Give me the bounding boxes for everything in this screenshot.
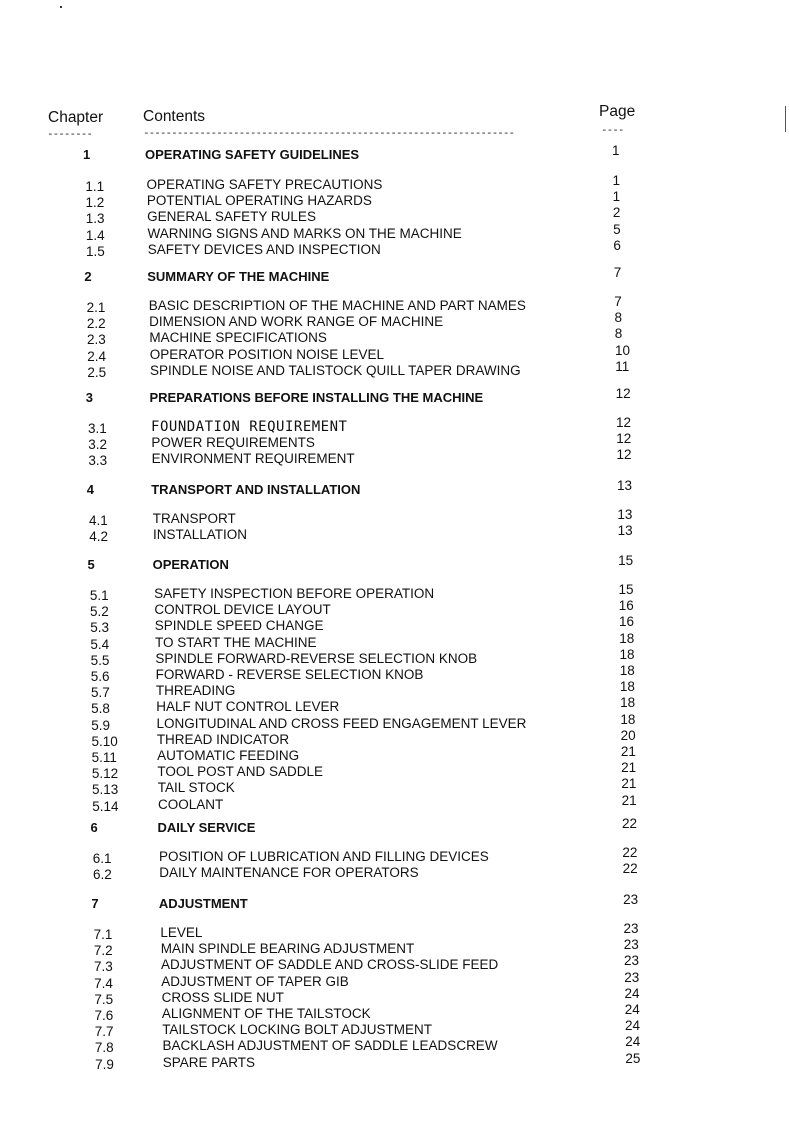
- section-title: FOUNDATION REQUIREMENT: [151, 419, 348, 435]
- section-title: HALF NUT CONTROL LEVER: [156, 699, 340, 715]
- section-page: 22: [622, 861, 638, 877]
- section-number: 5.14: [92, 798, 119, 814]
- section-page: 5: [613, 221, 621, 237]
- section-title: TRANSPORT: [152, 511, 236, 526]
- section-page: 13: [617, 523, 633, 539]
- chapter-page: 13: [616, 478, 632, 493]
- section-number: 1.2: [85, 195, 105, 211]
- section-page: 18: [620, 711, 636, 727]
- section-title: GENERAL SAFETY RULES: [147, 209, 316, 225]
- section-title: SPINDLE NOISE AND TALISTOCK QUILL TAPER DRAWING: [149, 362, 521, 378]
- scan-speck: [60, 6, 62, 8]
- chapter-page: 22: [621, 816, 637, 831]
- chapter-page: 15: [618, 553, 634, 568]
- section-title: COOLANT: [158, 796, 224, 812]
- section-number: 6.1: [92, 851, 112, 866]
- section-number: 7.2: [93, 943, 113, 959]
- section-title: DIMENSION AND WORK RANGE OF MACHINE: [149, 314, 444, 330]
- chapter-title: PREPARATIONS BEFORE INSTALLING THE MACHINE: [149, 390, 484, 405]
- section-number: 1.3: [85, 211, 105, 227]
- section-title: POTENTIAL OPERATING HAZARDS: [146, 193, 372, 209]
- section-page: 10: [614, 342, 630, 358]
- chapter-page: 23: [623, 892, 639, 907]
- contents-header-rule: ------------------------------------------------------------------: [143, 126, 515, 139]
- section-page: 8: [614, 326, 623, 342]
- section-page: 22: [622, 845, 638, 860]
- section-title: TO START THE MACHINE: [155, 634, 317, 650]
- section-title: THREADING: [155, 683, 236, 699]
- page-header-rule: ----: [601, 123, 624, 136]
- section-title: ADJUSTMENT OF SADDLE AND CROSS-SLIDE FEED: [160, 957, 499, 973]
- section-number: 4.2: [89, 529, 108, 545]
- chapter-title: OPERATION: [152, 557, 229, 572]
- section-number: 3.3: [88, 453, 108, 469]
- chapter-number: 5: [87, 557, 95, 572]
- section-number: 2.3: [87, 332, 106, 348]
- section-number: 7.1: [93, 927, 113, 942]
- section-title: CONTROL DEVICE LAYOUT: [154, 602, 331, 618]
- section-page: 18: [619, 630, 635, 646]
- section-number: 5.13: [92, 782, 119, 798]
- section-page: 18: [619, 663, 635, 678]
- section-page: 1: [612, 189, 621, 205]
- section-page: 2: [612, 205, 621, 221]
- section-title: TAILSTOCK LOCKING BOLT ADJUSTMENT: [162, 1022, 432, 1038]
- section-number: 5.8: [91, 701, 110, 717]
- section-number: 5.12: [91, 766, 119, 782]
- section-title: SAFETY DEVICES AND INSPECTION: [147, 241, 381, 257]
- section-number: 2.1: [86, 300, 106, 315]
- section-page: 13: [617, 507, 633, 522]
- section-title: TOOL POST AND SADDLE: [157, 764, 323, 780]
- section-page: 21: [621, 760, 637, 776]
- section-title: TAIL STOCK: [157, 780, 235, 796]
- section-page: 12: [616, 447, 632, 463]
- section-number: 5.7: [90, 685, 110, 701]
- section-number: 7.6: [94, 1008, 114, 1023]
- section-page: 24: [624, 985, 640, 1001]
- chapter-title: ADJUSTMENT: [158, 896, 248, 911]
- section-number: 5.1: [89, 588, 109, 603]
- chapter-page: 12: [615, 386, 631, 401]
- scan-edge-mark: [785, 106, 786, 132]
- section-title: FORWARD - REVERSE SELECTION KNOB: [155, 667, 424, 682]
- section-page: 8: [614, 310, 622, 326]
- section-page: 6: [613, 237, 621, 253]
- section-title: ALIGNMENT OF THE TAILSTOCK: [161, 1006, 371, 1021]
- chapter-page: 1: [612, 143, 620, 158]
- section-page: 18: [619, 646, 635, 662]
- section-title: LONGITUDINAL AND CROSS FEED ENGAGEMENT LEVER: [156, 715, 527, 731]
- section-number: 1.1: [85, 179, 105, 194]
- section-page: 7: [614, 294, 622, 309]
- chapter-title: TRANSPORT AND INSTALLATION: [151, 482, 361, 497]
- section-number: 3.1: [88, 421, 107, 436]
- section-number: 5.10: [91, 733, 118, 749]
- section-title: OPERATOR POSITION NOISE LEVEL: [149, 346, 384, 362]
- section-number: 5.9: [91, 717, 111, 733]
- section-page: 21: [621, 792, 637, 808]
- section-number: 1.5: [86, 243, 105, 259]
- section-page: 20: [620, 727, 636, 743]
- chapter-number: 2: [84, 269, 92, 284]
- section-title: LEVEL: [160, 925, 203, 940]
- contents-column-header: Contents: [143, 108, 206, 125]
- section-title: MAIN SPINDLE BEARING ADJUSTMENT: [160, 941, 415, 957]
- section-number: 6.2: [92, 867, 112, 883]
- section-number: 5.5: [90, 652, 110, 668]
- section-number: 7.9: [95, 1056, 114, 1072]
- section-number: 5.4: [90, 636, 110, 652]
- section-page: 25: [625, 1050, 641, 1066]
- section-title: CROSS SLIDE NUT: [161, 989, 284, 1005]
- section-title: DAILY MAINTENANCE FOR OPERATORS: [159, 865, 419, 881]
- section-page: 24: [625, 1034, 641, 1050]
- chapter-column-header: Chapter: [48, 109, 104, 126]
- chapter-number: 1: [83, 147, 91, 162]
- section-number: 1.4: [85, 227, 105, 243]
- section-number: 7.5: [94, 991, 114, 1007]
- chapter-number: 3: [85, 390, 93, 405]
- section-page: 24: [624, 1018, 640, 1034]
- section-page: 24: [624, 1002, 640, 1017]
- section-number: 2.4: [87, 348, 106, 364]
- section-number: 5.6: [90, 669, 110, 684]
- section-page: 15: [618, 582, 634, 597]
- section-title: AUTOMATIC FEEDING: [157, 748, 300, 763]
- section-number: 7.7: [94, 1024, 114, 1040]
- section-page: 18: [620, 695, 636, 711]
- section-title: BASIC DESCRIPTION OF THE MACHINE AND PART NAMES: [148, 298, 526, 313]
- section-page: 12: [616, 431, 632, 447]
- section-page: 23: [623, 953, 640, 969]
- section-title: OPERATING SAFETY PRECAUTIONS: [146, 177, 383, 192]
- section-title: ADJUSTMENT OF TAPER GIB: [161, 973, 349, 989]
- chapter-page: 7: [613, 265, 622, 280]
- section-title: MACHINE SPECIFICATIONS: [149, 330, 327, 346]
- page-column-header: Page: [599, 103, 636, 120]
- section-title: SPARE PARTS: [162, 1054, 256, 1070]
- section-title: SPINDLE SPEED CHANGE: [154, 618, 324, 634]
- chapter-number: 7: [91, 896, 99, 911]
- chapter-number: 6: [90, 820, 98, 835]
- section-page: 21: [621, 776, 637, 792]
- section-number: 5.3: [90, 620, 109, 636]
- section-number: 7.4: [94, 975, 113, 991]
- section-page: 23: [624, 969, 640, 985]
- chapter-header-rule: --------: [47, 127, 92, 140]
- chapter-title: SUMMARY OF THE MACHINE: [147, 269, 330, 284]
- section-page: 16: [618, 614, 634, 630]
- section-title: BACKLASH ADJUSTMENT OF SADDLE LEADSCREW: [162, 1038, 498, 1054]
- section-title: SAFETY INSPECTION BEFORE OPERATION: [154, 586, 435, 601]
- chapter-title: OPERATING SAFETY GUIDELINES: [145, 147, 360, 162]
- section-page: 23: [623, 921, 639, 936]
- section-title: ENVIRONMENT REQUIREMENT: [151, 451, 355, 467]
- section-title: WARNING SIGNS AND MARKS ON THE MACHINE: [147, 225, 462, 241]
- section-title: SPINDLE FORWARD-REVERSE SELECTION KNOB: [155, 650, 478, 666]
- section-page: 23: [623, 937, 639, 953]
- section-number: 7.8: [94, 1040, 114, 1056]
- section-number: 2.2: [86, 316, 106, 332]
- section-number: 3.2: [88, 437, 107, 453]
- chapter-number: 4: [86, 482, 94, 497]
- section-page: 12: [616, 415, 632, 430]
- section-title: INSTALLATION: [153, 527, 248, 543]
- section-page: 18: [619, 679, 635, 695]
- section-page: 11: [615, 358, 630, 374]
- section-number: 7.3: [93, 959, 113, 975]
- chapter-title: DAILY SERVICE: [157, 820, 256, 835]
- section-number: 5.2: [90, 604, 109, 620]
- section-page: 16: [618, 598, 634, 614]
- section-number: 5.11: [91, 750, 117, 765]
- section-title: THREAD INDICATOR: [156, 731, 290, 747]
- section-title: POWER REQUIREMENTS: [151, 435, 315, 451]
- section-number: 4.1: [89, 513, 108, 528]
- section-title: POSITION OF LUBRICATION AND FILLING DEVICES: [158, 849, 489, 864]
- section-page: 21: [620, 744, 636, 759]
- section-page: 1: [612, 173, 620, 188]
- section-number: 2.5: [87, 364, 107, 380]
